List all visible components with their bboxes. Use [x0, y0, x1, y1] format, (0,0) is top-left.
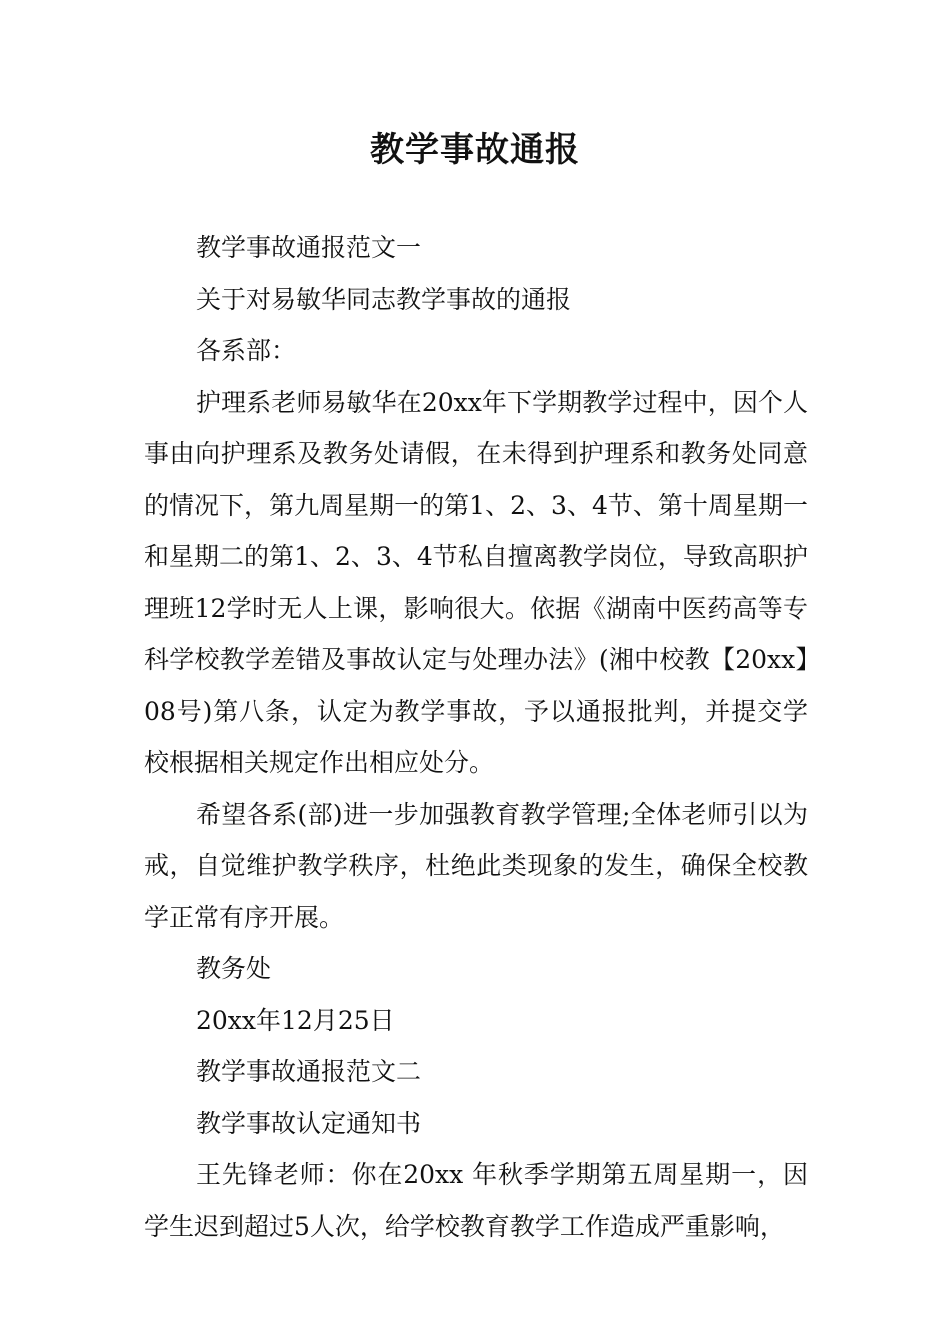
signature-date: 20xx年12月25日	[196, 1005, 395, 1035]
notice-title: 教学事故认定通知书	[196, 1108, 422, 1138]
signature-issuer: 教务处	[196, 954, 272, 983]
salutation: 各系部：	[196, 336, 297, 365]
section-heading-1: 教学事故通报范文一	[196, 233, 422, 262]
document-title: 教学事故通报	[370, 130, 580, 170]
notice-title: 关于对易敏华同志教学事故的通报	[196, 284, 572, 314]
body-paragraph: 王先锋老师：你在20xx 年秋季学期第五周星期一，因学生迟到超过5人次，给学校教育教学工作造成严重影响，	[144, 1160, 808, 1241]
section-heading-2: 教学事故通报范文二	[196, 1057, 422, 1086]
body-paragraph: 护理系老师易敏华在20xx年下学期教学过程中，因个人事由向护理系及教务处请假，在未得到护理系和教务处同意的情况下，第九周星期一的第1、2、3、4节、第十周星期一和星期二的第1、2、3、4节私自擅离教学岗位，导致高职护理班12学时无人上课，影响很大。依据《湖南中医药高等专科学校教学差错及事故认定与处理办法》(湘中校教【20xx】08号)第八条，认定为教学事故，予以通报批判，并提交学校根据相关规定作出相应处分。	[144, 387, 808, 777]
document-body	[144, 222, 808, 1252]
body-paragraph: 希望各系(部)进一步加强教育教学管理;全体老师引以为戒，自觉维护教学秩序，杜绝此类现象的发生，确保全校教学正常有序开展。	[144, 799, 808, 932]
